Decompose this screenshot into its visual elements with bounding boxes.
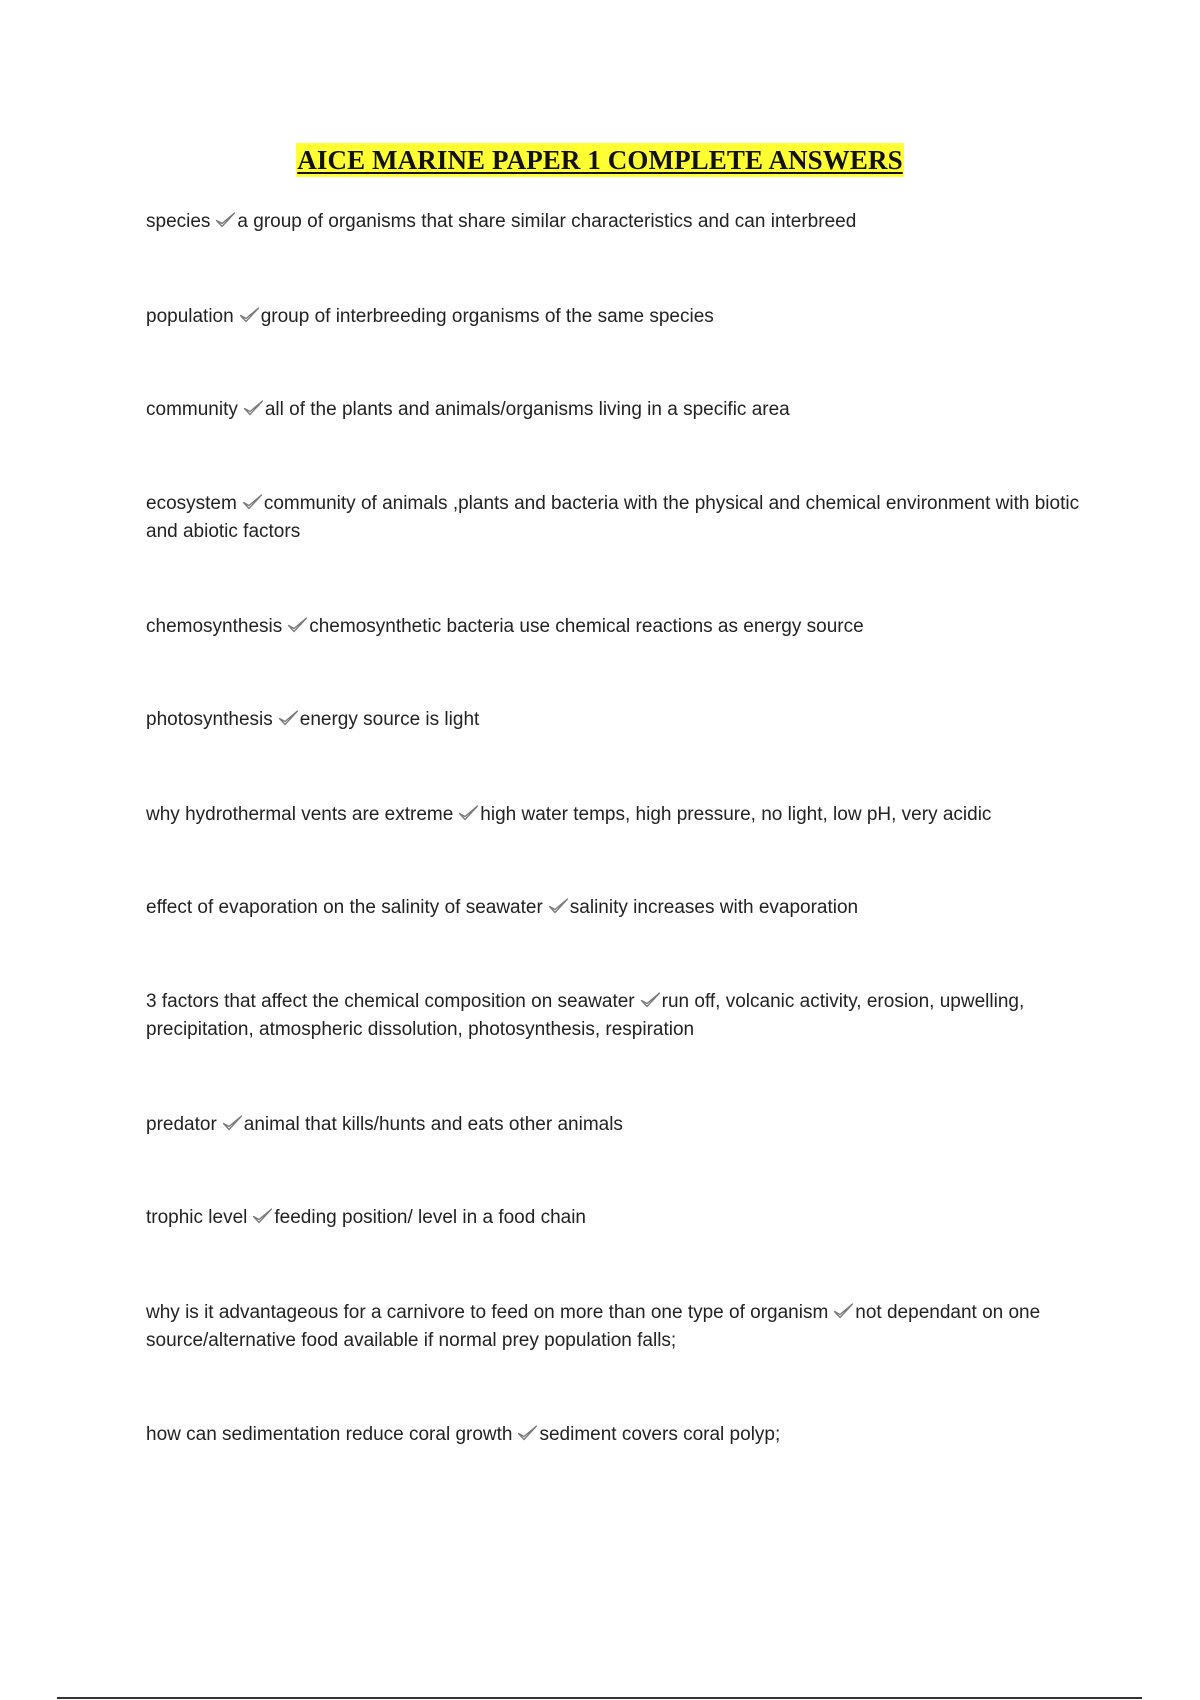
- entry-ecosystem: [146, 490, 1086, 546]
- entry-term: photosynthesis: [146, 709, 273, 730]
- entry-definition: sediment covers coral polyp;: [539, 1424, 781, 1445]
- check-mark-icon: [640, 991, 661, 1009]
- check-mark-icon: [833, 1302, 854, 1320]
- entry-definition: a group of organisms that share similar characteristics and can interbreed: [237, 211, 857, 232]
- check-mark-icon: [278, 709, 299, 727]
- entry-seawater-composition: [146, 988, 1086, 1044]
- entry-definition: not dependant on one source/alternative food available if normal prey population falls;: [146, 1302, 1041, 1351]
- entry-community: [146, 396, 1086, 424]
- check-mark-icon: [239, 306, 260, 324]
- check-mark-icon: [458, 804, 479, 822]
- entry-predator: [146, 1111, 1086, 1139]
- entry-definition: feeding position/ level in a food chain: [274, 1207, 586, 1228]
- entry-definition: run off, volcanic activity, erosion, upwelling, precipitation, atmospheric dissolution, photosynthesis, respiration: [146, 991, 1025, 1040]
- entry-definition: animal that kills/hunts and eats other animals: [243, 1114, 623, 1135]
- title-container: [0, 143, 1200, 177]
- entry-term: chemosynthesis: [146, 616, 283, 637]
- check-mark-icon: [215, 211, 236, 229]
- entry-term: 3 factors that affect the chemical composition on seawater: [146, 991, 635, 1012]
- check-mark-icon: [548, 897, 569, 915]
- entry-term: ecosystem: [146, 493, 237, 514]
- entry-definition: community of animals ,plants and bacteria with the physical and chemical environment with biotic and abiotic factors: [146, 493, 1080, 542]
- entry-carnivore-feeding: [146, 1299, 1086, 1355]
- entry-chemosynthesis: [146, 613, 1086, 641]
- entry-species: [146, 208, 1086, 236]
- document-title: AICE MARINE PAPER 1 COMPLETE ANSWERS: [297, 145, 903, 175]
- entry-evaporation: [146, 894, 1086, 922]
- entry-term: trophic level: [146, 1207, 248, 1228]
- entry-hydrothermal-vents: [146, 801, 1086, 829]
- check-mark-icon: [242, 493, 263, 511]
- entry-term: species: [146, 211, 211, 232]
- entry-term: community: [146, 399, 238, 420]
- entry-term: predator: [146, 1114, 217, 1135]
- entry-term: why hydrothermal vents are extreme: [146, 804, 454, 825]
- check-mark-icon: [287, 616, 308, 634]
- check-mark-icon: [222, 1114, 243, 1132]
- entry-sedimentation: [146, 1421, 1086, 1449]
- entry-definition: group of interbreeding organisms of the same species: [260, 306, 714, 327]
- entry-term: effect of evaporation on the salinity of seawater: [146, 897, 543, 918]
- entry-definition: chemosynthetic bacteria use chemical reactions as energy source: [309, 616, 864, 637]
- entry-population: [146, 303, 1086, 331]
- footer-divider: [57, 1697, 1142, 1699]
- entry-term: why is it advantageous for a carnivore to feed on more than one type of organism: [146, 1302, 829, 1323]
- entry-photosynthesis: [146, 706, 1086, 734]
- check-mark-icon: [243, 399, 264, 417]
- entry-definition: energy source is light: [299, 709, 480, 730]
- entry-trophic-level: [146, 1204, 1086, 1232]
- entry-term: population: [146, 306, 234, 327]
- entry-definition: salinity increases with evaporation: [569, 897, 859, 918]
- entry-definition: high water temps, high pressure, no light, low pH, very acidic: [480, 804, 992, 825]
- check-mark-icon: [252, 1207, 273, 1225]
- entry-term: how can sedimentation reduce coral growth: [146, 1424, 513, 1445]
- entry-definition: all of the plants and animals/organisms living in a specific area: [264, 399, 790, 420]
- check-mark-icon: [517, 1424, 538, 1442]
